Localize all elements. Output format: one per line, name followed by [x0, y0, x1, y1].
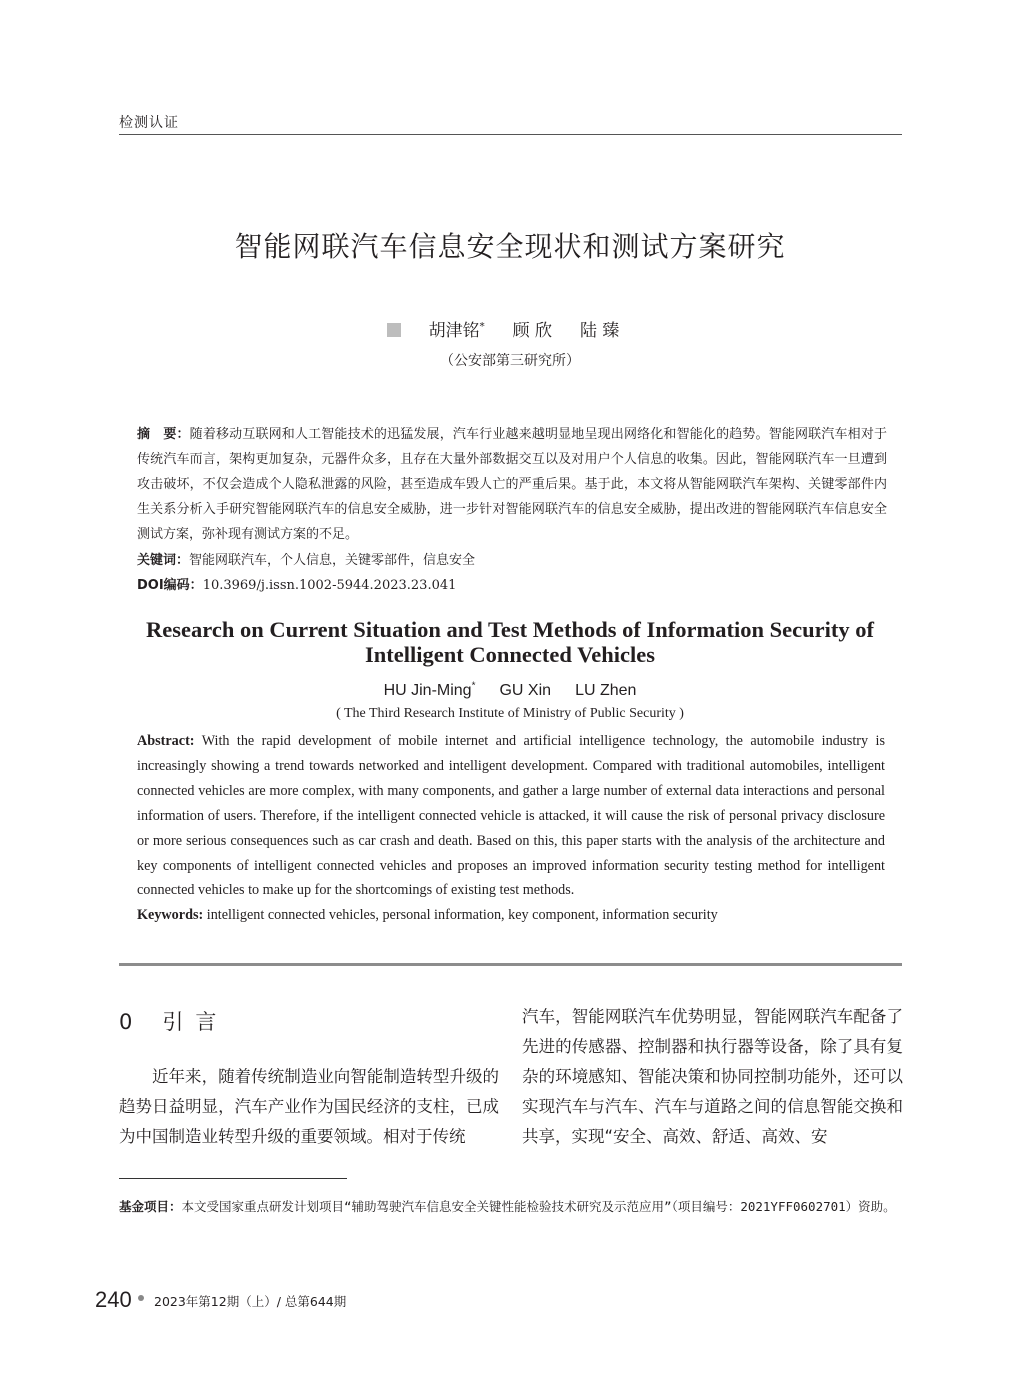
- section-divider: [119, 963, 902, 966]
- doi-label: DOI编码：: [137, 578, 203, 593]
- author-3: 陆 臻: [580, 321, 620, 341]
- en-keywords-text: intelligent connected vehicles, personal information, key component, information security: [206, 907, 718, 923]
- footnote-rule: [119, 1178, 347, 1179]
- en-abstract-text: With the rapid development of mobile internet and artificial intelligence technology, the automobile industry is increasingly showing a trend towards networked and intelligent development. Compared with traditional automobiles, intelligent connected vehicles are more complex, with many components, and gather a large number of external data interactions and personal information of users. Therefore, if the intelligent connected vehicle is attacked, it will cause the risk of personal privacy disclosure or more serious consequences such as car crash and death. Based on this, this paper starts with the analysis of the architecture and key components of intelligent connected vehicles and proposes an improved information security testing method for intelligent connected vehicles to make up for the shortcomings of existing test methods.: [137, 733, 885, 899]
- en-author-1: HU Jin-Ming*: [383, 681, 476, 700]
- en-author-2: GU Xin: [499, 682, 552, 700]
- body-right-column: 汽车，智能网联汽车优势明显，智能网联汽车配备了先进的传感器、控制器和执行器等设备，除了具有复杂的环境感知、智能决策和协同控制功能外，还可以实现汽车与汽车、汽车与道路之间的信息智能交换和共享，实现“安全、高效、舒适、高效、安: [522, 1007, 903, 1146]
- abstract-text: 随着移动互联网和人工智能技术的迅猛发展，汽车行业越来越明显地呈现出网络化和智能化的趋势。智能网联汽车相对于传统汽车而言，架构更加复杂，元器件众多，且存在大量外部数据交互以及对用户个人信息的收集。因此，智能网联汽车一旦遭到攻击破坏，不仅会造成个人隐私泄露的风险，甚至造成车毁人亡的严重后果。基于此，本文将从智能网联汽车架构、关键零部件内生关系分析入手研究智能网联汽车的信息安全威胁，进一步针对智能网联汽车的信息安全威胁，提出改进的智能网联汽车信息安全测试方案，弥补现有测试方案的不足。: [137, 427, 887, 542]
- english-keywords: [137, 903, 885, 928]
- english-abstract: [137, 729, 885, 903]
- chinese-affiliation: （公安部第三研究所）: [440, 353, 580, 369]
- chinese-title: 智能网联汽车信息安全现状和测试方案研究: [234, 230, 786, 263]
- en-author-3: LU Zhen: [575, 682, 637, 700]
- chinese-authors: [0, 316, 1020, 341]
- en-keywords-label: Keywords:: [137, 907, 204, 923]
- chinese-abstract: [137, 422, 887, 547]
- footnote-text: 本文受国家重点研发计划项目“辅助驾驶汽车信息安全关键性能检验技术研究及示范应用”（项目编号：2021YFF0602701）资助。: [181, 1199, 896, 1214]
- square-marker-icon: [387, 323, 401, 337]
- issue-info: 2023年第12期（上）/ 总第644期: [154, 1294, 347, 1309]
- english-title: Research on Current Situation and Test Methods of Information Security of Intelligent Connected Vehicles: [146, 617, 874, 667]
- en-abstract-label: Abstract:: [137, 733, 195, 749]
- doi-text: 10.3969/j.issn.1002-5944.2023.23.041: [202, 578, 457, 593]
- section-title: 引言: [162, 1010, 229, 1034]
- footnote-label: 基金项目：: [119, 1199, 182, 1214]
- keywords-label: 关键词：: [137, 553, 190, 568]
- bullet-dot-icon: [138, 1295, 144, 1301]
- funding-footnote: [119, 1195, 902, 1219]
- section-heading: [119, 1006, 228, 1036]
- page-number: 240: [95, 1287, 132, 1312]
- keywords-text: 智能网联汽车，个人信息，关键零部件，信息安全: [189, 553, 476, 568]
- author-1: 胡津铭*: [428, 321, 485, 341]
- english-affiliation: ( The Third Research Institute of Ministry of Public Security ): [336, 706, 684, 721]
- body-left-column: 近年来，随着传统制造业向智能制造转型升级的趋势日益明显，汽车产业作为国民经济的支柱，已成为中国制造业转型升级的重要领域。相对于传统: [119, 1067, 499, 1146]
- abstract-label: 摘 要：: [137, 427, 190, 442]
- header-rule: [119, 134, 902, 135]
- section-tag: 检测认证: [119, 115, 179, 131]
- english-authors: [0, 681, 1020, 700]
- author-2: 顾 欣: [512, 321, 552, 341]
- section-number: 0: [119, 1010, 133, 1034]
- chinese-keywords: [137, 548, 887, 573]
- doi: [137, 573, 887, 598]
